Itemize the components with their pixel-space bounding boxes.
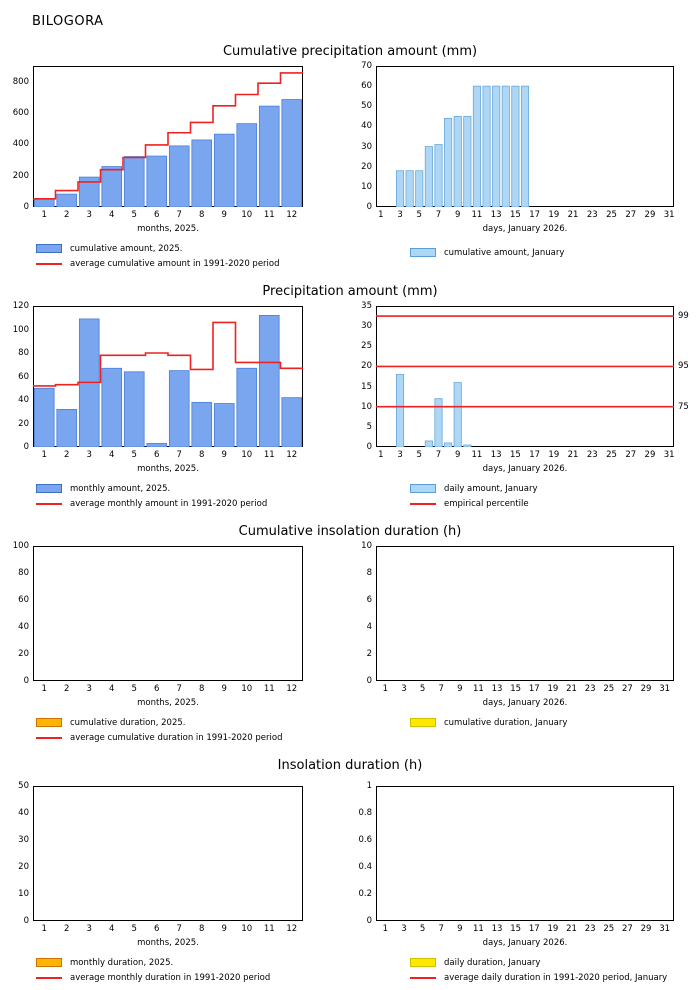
y-tick-label: 10 <box>18 889 29 899</box>
legend-item <box>410 716 567 729</box>
y-tick-label: 40 <box>18 395 29 405</box>
y-tick-label: 0 <box>23 916 29 926</box>
x-tick-label: 17 <box>528 684 540 694</box>
percentile-label: 75 <box>678 401 689 412</box>
x-tick-label: 23 <box>584 924 596 934</box>
y-tick-label: 400 <box>12 139 29 150</box>
x-tick-label: 1 <box>382 684 389 694</box>
panel-title: Cumulative insolation duration (h) <box>238 524 462 539</box>
x-tick-label: 1 <box>382 924 389 934</box>
x-tick-label: 9 <box>221 924 227 934</box>
plot-graphics <box>33 786 303 921</box>
x-tick-label: 29 <box>640 924 652 934</box>
legend-label: average monthly duration in 1991-2020 period <box>70 972 271 983</box>
legend-item <box>410 482 537 495</box>
y-tick-label: 120 <box>12 301 29 311</box>
legend-label: cumulative duration, 2025. <box>70 717 186 728</box>
x-tick-label: 10 <box>241 924 253 934</box>
legend-label: cumulative amount, January <box>444 247 565 258</box>
y-tick-label: 0 <box>366 916 372 926</box>
legend-swatch-icon <box>410 958 436 967</box>
x-axis-caption: months, 2025. <box>137 938 199 948</box>
legend-label: average monthly amount in 1991-2020 period <box>70 498 268 509</box>
plot-graphics <box>376 66 674 207</box>
x-tick-label: 29 <box>644 210 656 220</box>
x-tick-label: 8 <box>199 210 205 220</box>
x-tick-label: 27 <box>622 924 633 934</box>
x-tick-label: 4 <box>109 924 115 934</box>
x-tick-label: 11 <box>473 924 484 934</box>
legend-line-icon <box>36 499 62 508</box>
x-tick-label: 12 <box>286 924 298 934</box>
x-tick-label: 7 <box>438 924 444 934</box>
y-tick-label: 2 <box>366 649 372 659</box>
legend-insolation-monthly <box>36 956 270 986</box>
x-tick-label: 27 <box>625 210 637 220</box>
x-tick-label: 5 <box>419 924 426 934</box>
legend-item <box>36 482 267 495</box>
legend-label: average cumulative amount in 1991-2020 period <box>70 258 280 269</box>
y-tick-label: 10 <box>361 541 372 551</box>
x-tick-label: 1 <box>378 450 384 460</box>
legend-line-icon <box>36 733 62 742</box>
plot-graphics <box>376 546 674 681</box>
y-tick-label: 0.6 <box>358 835 372 845</box>
x-tick-label: 31 <box>659 684 671 694</box>
legend-item <box>36 731 282 744</box>
legend-insolation-daily <box>410 956 667 986</box>
x-tick-label: 11 <box>263 684 275 694</box>
x-tick-label: 7 <box>176 210 182 220</box>
x-tick-label: 23 <box>586 210 598 220</box>
x-tick-label: 8 <box>199 924 205 934</box>
y-tick-label: 5 <box>366 421 372 432</box>
x-tick-label: 11 <box>471 450 483 460</box>
x-axis-caption: days, January 2026. <box>482 938 568 948</box>
x-tick-label: 6 <box>154 924 160 934</box>
x-tick-label: 11 <box>263 924 275 934</box>
x-tick-label: 13 <box>491 684 503 694</box>
legend-line-icon <box>36 973 62 982</box>
x-tick-label: 3 <box>86 450 92 460</box>
x-tick-label: 12 <box>286 210 298 220</box>
x-tick-label: 3 <box>86 684 92 694</box>
legend-line-icon <box>36 259 62 268</box>
x-axis-caption: days, January 2026. <box>482 464 568 474</box>
x-tick-label: 31 <box>663 210 675 220</box>
y-tick-label: 70 <box>361 61 372 71</box>
x-tick-label: 5 <box>131 450 137 460</box>
legend-item <box>36 716 282 729</box>
y-tick-label: 100 <box>12 324 29 335</box>
x-tick-label: 11 <box>263 450 275 460</box>
x-tick-label: 1 <box>41 210 47 220</box>
station-name: BILOGORA <box>32 14 104 29</box>
y-tick-label: 80 <box>18 348 29 358</box>
x-tick-label: 4 <box>109 210 115 220</box>
legend-item <box>36 242 280 255</box>
x-tick-label: 25 <box>603 684 615 694</box>
x-tick-label: 8 <box>199 684 205 694</box>
legend-swatch-icon <box>36 484 62 493</box>
x-tick-label: 1 <box>378 210 384 220</box>
x-tick-label: 19 <box>548 450 560 460</box>
y-tick-label: 0 <box>366 442 372 452</box>
legend-swatch-icon <box>410 718 436 727</box>
x-tick-label: 5 <box>416 210 422 220</box>
y-tick-label: 200 <box>12 170 29 181</box>
legend-cum-insolation-daily <box>410 716 567 731</box>
x-tick-label: 13 <box>490 450 502 460</box>
x-axis-caption: months, 2025. <box>137 698 199 708</box>
x-tick-label: 3 <box>397 210 403 220</box>
x-tick-label: 17 <box>528 924 540 934</box>
x-tick-label: 19 <box>547 924 559 934</box>
x-tick-label: 9 <box>454 450 461 460</box>
y-tick-label: 0 <box>366 202 372 212</box>
x-tick-label: 4 <box>109 450 115 460</box>
y-tick-label: 60 <box>18 371 29 382</box>
legend-cum-precip-monthly <box>36 242 280 272</box>
x-tick-label: 9 <box>221 450 227 460</box>
legend-label: monthly duration, 2025. <box>70 957 174 968</box>
plot-graphics <box>33 306 303 447</box>
y-tick-label: 40 <box>18 808 29 818</box>
legend-swatch-icon <box>410 248 436 257</box>
x-tick-label: 1 <box>41 450 47 460</box>
y-tick-label: 15 <box>361 381 372 392</box>
legend-label: cumulative duration, January <box>444 717 568 728</box>
legend-swatch-icon <box>36 958 62 967</box>
x-tick-label: 5 <box>416 450 422 460</box>
x-tick-label: 11 <box>471 210 483 220</box>
legend-label: daily duration, January <box>444 957 541 968</box>
legend-item <box>410 956 667 969</box>
y-tick-label: 600 <box>12 108 29 118</box>
y-tick-label: 80 <box>18 568 29 578</box>
x-tick-label: 25 <box>603 924 615 934</box>
x-tick-label: 1 <box>41 684 47 694</box>
x-tick-label: 10 <box>241 450 253 460</box>
legend-item <box>410 971 667 984</box>
x-tick-label: 12 <box>286 684 298 694</box>
legend-label: monthly amount, 2025. <box>70 483 171 494</box>
x-axis-caption: months, 2025. <box>137 224 199 234</box>
x-tick-label: 21 <box>567 450 579 460</box>
legend-item <box>36 497 267 510</box>
y-tick-label: 20 <box>18 418 29 429</box>
y-tick-label: 40 <box>18 622 29 632</box>
x-tick-label: 31 <box>663 450 675 460</box>
legend-label: average cumulative duration in 1991-2020 period <box>70 732 283 743</box>
plot-graphics <box>376 786 674 921</box>
legend-label: daily amount, January <box>444 483 538 494</box>
x-tick-label: 1 <box>41 924 47 934</box>
x-tick-label: 7 <box>435 210 442 220</box>
percentile-label: 95 <box>678 361 689 372</box>
x-tick-label: 25 <box>606 450 617 460</box>
x-tick-label: 2 <box>64 684 70 694</box>
x-tick-label: 17 <box>529 450 541 460</box>
legend-precip-daily <box>410 482 537 512</box>
y-tick-label: 25 <box>361 341 372 352</box>
legend-label: empirical percentile <box>444 498 529 509</box>
x-axis-caption: months, 2025. <box>137 464 199 474</box>
plot-graphics <box>33 546 303 681</box>
x-tick-label: 13 <box>490 210 502 220</box>
x-tick-label: 29 <box>644 450 656 460</box>
x-tick-label: 5 <box>131 684 137 694</box>
y-tick-label: 0.2 <box>358 889 372 899</box>
x-tick-label: 27 <box>625 450 637 460</box>
percentile-label: 99 <box>678 311 689 322</box>
x-tick-label: 3 <box>397 450 403 460</box>
x-tick-label: 21 <box>567 210 579 220</box>
x-tick-label: 5 <box>419 684 426 694</box>
x-axis-caption: days, January 2026. <box>482 698 568 708</box>
x-tick-label: 23 <box>584 684 596 694</box>
y-tick-label: 20 <box>18 862 29 872</box>
legend-swatch-icon <box>410 484 436 493</box>
y-tick-label: 20 <box>361 161 372 172</box>
x-tick-label: 9 <box>221 210 227 220</box>
x-tick-label: 21 <box>566 924 577 934</box>
y-tick-label: 100 <box>12 541 29 551</box>
x-axis-caption: days, January 2026. <box>482 224 568 234</box>
x-tick-label: 9 <box>457 924 463 934</box>
legend-label: cumulative amount, 2025. <box>70 243 183 254</box>
y-tick-label: 30 <box>361 141 372 152</box>
x-tick-label: 7 <box>435 450 442 460</box>
panel-title: Insolation duration (h) <box>277 758 423 773</box>
x-tick-label: 15 <box>509 450 521 460</box>
legend-item <box>36 257 280 270</box>
x-tick-label: 9 <box>454 210 461 220</box>
y-tick-label: 8 <box>366 568 372 578</box>
y-tick-label: 0.4 <box>358 862 372 872</box>
legend-swatch-icon <box>36 244 62 253</box>
x-tick-label: 2 <box>64 450 70 460</box>
y-tick-label: 60 <box>361 81 372 92</box>
panel-title: Precipitation amount (mm) <box>262 284 438 299</box>
legend-swatch-icon <box>36 718 62 727</box>
y-tick-label: 800 <box>12 76 29 87</box>
x-tick-label: 6 <box>154 684 160 694</box>
y-tick-label: 20 <box>361 361 372 372</box>
x-tick-label: 15 <box>509 210 521 220</box>
y-tick-label: 50 <box>18 781 29 791</box>
x-tick-label: 21 <box>566 684 577 694</box>
x-tick-label: 17 <box>529 210 541 220</box>
y-tick-label: 35 <box>361 301 372 311</box>
x-tick-label: 7 <box>176 450 182 460</box>
x-tick-label: 23 <box>586 450 598 460</box>
y-tick-label: 1 <box>366 781 372 791</box>
y-tick-label: 10 <box>361 181 372 192</box>
y-tick-label: 50 <box>361 101 372 112</box>
y-tick-label: 0 <box>23 676 29 686</box>
x-tick-label: 9 <box>457 684 463 694</box>
y-tick-label: 60 <box>18 595 29 605</box>
legend-item <box>410 497 537 510</box>
x-tick-label: 25 <box>606 210 617 220</box>
legend-cum-insolation-monthly <box>36 716 282 746</box>
x-tick-label: 8 <box>199 450 205 460</box>
y-tick-label: 0.8 <box>358 808 372 818</box>
legend-precip-monthly <box>36 482 267 512</box>
x-tick-label: 10 <box>241 684 253 694</box>
x-tick-label: 15 <box>510 924 522 934</box>
x-tick-label: 15 <box>510 684 522 694</box>
y-tick-label: 30 <box>18 835 29 845</box>
x-tick-label: 19 <box>548 210 560 220</box>
x-tick-label: 19 <box>547 684 559 694</box>
y-tick-label: 6 <box>366 595 372 605</box>
legend-item <box>410 246 564 259</box>
legend-cum-precip-daily <box>410 246 564 261</box>
y-tick-label: 30 <box>361 321 372 332</box>
y-tick-label: 20 <box>18 649 29 659</box>
x-tick-label: 4 <box>109 684 115 694</box>
x-tick-label: 31 <box>659 924 671 934</box>
x-tick-label: 29 <box>640 684 652 694</box>
x-tick-label: 27 <box>622 684 633 694</box>
x-tick-label: 11 <box>473 684 484 694</box>
x-tick-label: 7 <box>438 684 444 694</box>
x-tick-label: 6 <box>154 450 160 460</box>
x-tick-label: 10 <box>241 210 253 220</box>
y-tick-label: 10 <box>361 401 372 412</box>
x-tick-label: 5 <box>131 924 137 934</box>
x-tick-label: 7 <box>176 924 182 934</box>
legend-line-icon <box>410 973 436 982</box>
x-tick-label: 9 <box>221 684 227 694</box>
x-tick-label: 12 <box>286 450 298 460</box>
plot-graphics <box>33 66 303 207</box>
y-tick-label: 40 <box>361 121 372 132</box>
x-tick-label: 3 <box>86 210 92 220</box>
y-tick-label: 0 <box>23 202 29 212</box>
y-tick-label: 4 <box>366 622 372 632</box>
legend-label: average daily duration in 1991-2020 period, January <box>444 972 668 983</box>
x-tick-label: 5 <box>131 210 137 220</box>
legend-line-icon <box>410 499 436 508</box>
x-tick-label: 3 <box>401 924 407 934</box>
legend-item <box>36 971 270 984</box>
x-tick-label: 11 <box>263 210 275 220</box>
x-tick-label: 6 <box>154 210 160 220</box>
x-tick-label: 2 <box>64 924 70 934</box>
x-tick-label: 13 <box>491 924 503 934</box>
y-tick-label: 0 <box>366 676 372 686</box>
panel-title: Cumulative precipitation amount (mm) <box>222 44 478 59</box>
x-tick-label: 3 <box>86 924 92 934</box>
x-tick-label: 7 <box>176 684 182 694</box>
plot-graphics <box>376 306 674 447</box>
y-tick-label: 0 <box>23 442 29 452</box>
x-tick-label: 2 <box>64 210 70 220</box>
legend-item <box>36 956 270 969</box>
x-tick-label: 3 <box>401 684 407 694</box>
